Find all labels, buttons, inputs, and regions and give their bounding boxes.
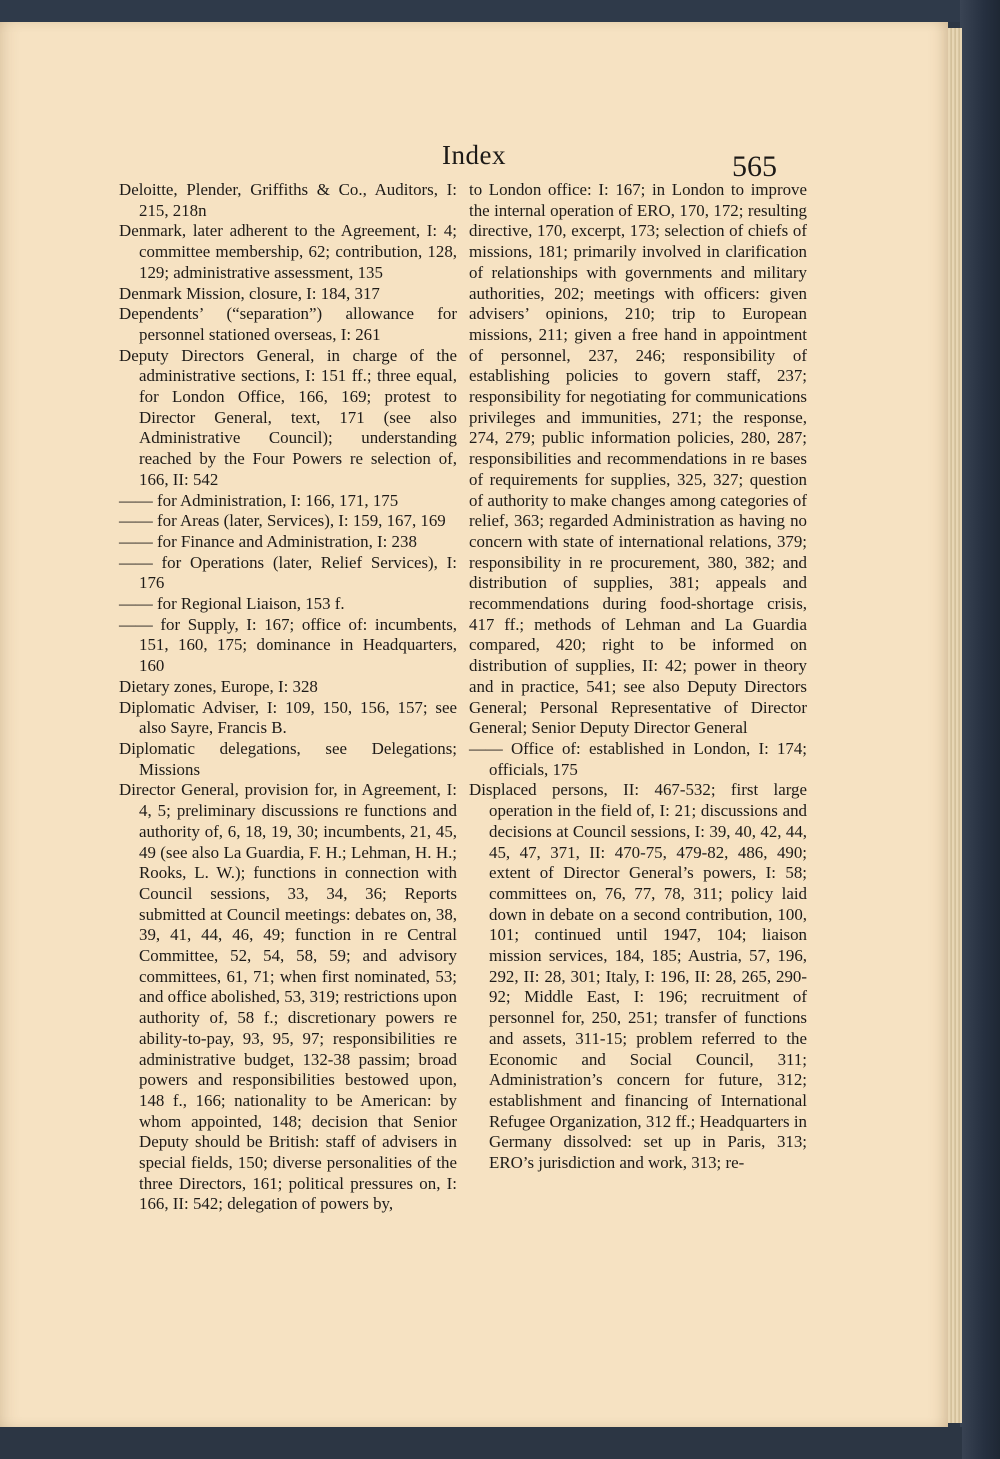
index-entry: Deputy Directors General, in charge of the administrative sections, I: 151 ff.; three equal, for London Office, 166, 169; protest to Director General, text, 171 (see also Administrative Council); understanding reached by the Four Powers re selection of, 166, II: 542: [119, 345, 457, 489]
index-entry: Diplomatic Adviser, I: 109, 150, 156, 157; see also Sayre, Francis B.: [119, 697, 457, 738]
book-cover-bottom: [0, 1427, 962, 1459]
index-entry: Director General, provision for, in Agreement, I: 4, 5; preliminary discussions re functions and authority of, 6, 18, 19, 30; incumbents, 21, 45, 49 (see also La Guardia, F. H.; Lehman, H. H.; Rooks, L. W.); functions in connection with Council sessions, 33, 34, 36; Reports submitted at Council meetings: debates on, 38, 39, 41, 44, 46, 49; function in re Central Committee, 52, 54, 58, 59; and advisory committees, 61, 71; when first nominated, 53; and office abolished, 53, 319; restrictions upon authority of, 58 f.; discretionary powers re ability-to-pay, 93, 95, 97; responsibilities re administrative budget, 132-38 passim; broad powers and responsibilities bestowed upon, 148 f., 166; nationality to be American: by whom appointed, 148; decision that Senior Deputy should be British: staff of advisers in special fields, 150; diverse personalities of the three Directors, 161; political pressures on, I: 166, II: 542; delegation of powers by,: [119, 780, 457, 1214]
index-column-right: [469, 180, 807, 1174]
page-number: 565: [732, 150, 777, 183]
index-subentry: —— for Supply, I: 167; office of: incumbents, 151, 160, 175; dominance in Headquarters, 160: [119, 614, 457, 676]
index-entry: Deloitte, Plender, Griffiths & Co., Auditors, I: 215, 218n: [119, 180, 457, 220]
index-subentry: —— for Administration, I: 166, 171, 175: [119, 490, 399, 510]
index-column-left: [119, 180, 457, 1215]
index-subentry: —— for Areas (later, Services), I: 159, 167, 169: [119, 511, 446, 531]
index-subentry: —— Office of: established in London, I: 174; officials, 175: [469, 738, 807, 779]
index-entry: Dietary zones, Europe, I: 328: [119, 676, 318, 696]
book-page: [0, 22, 948, 1427]
index-entry-continued: to London office: I: 167; in London to improve the internal operation of ERO, 170, 172; resulting directive, 170, excerpt, 173; selection of chiefs of missions, 181; primarily involved in clarification of relationships with governments and military authorities, 202; meetings with officers: given advisers’ opinions, 210; trip to European missions, 211; given a free hand in appointment of personnel, 237, 246; responsibility of establishing policies to govern staff, 237; responsibility for negotiating for communications privileges and immunities, 271; the response, 274, 279; public information policies, 280, 287; responsibilities and recommendations in re bases of requirements for supplies, 325, 327; question of authority to make changes among categories of relief, 363; regarded Administration as having no concern with state of international relations, 379; responsibility in re procurement, 380, 382; and distribution of supplies, 381; appeals and recommendations during food-shortage crisis, 417 ff.; methods of Lehman and La Guardia compared, 420; right to be informed on distribution of supplies, II: 42; power in theory and in practice, 541; see also Deputy Directors General; Personal Representative of Director General; Senior Deputy Director General: [469, 180, 807, 738]
book-cover-right: [960, 0, 1000, 1459]
index-subentry: —— for Operations (later, Relief Services), I: 176: [119, 552, 457, 593]
book-cover-top: [0, 0, 1000, 22]
index-subentry: —— for Finance and Administration, I: 238: [119, 531, 417, 551]
index-entry: Diplomatic delegations, see Delegations; Missions: [119, 738, 457, 779]
index-entry: Dependents’ (“separation”) allowance for personnel stationed overseas, I: 261: [119, 304, 457, 344]
index-entry: Denmark Mission, closure, I: 184, 317: [119, 283, 380, 303]
running-header: Index: [442, 140, 506, 170]
index-subentry: —— for Regional Liaison, 153 f.: [119, 594, 345, 614]
index-entry: Displaced persons, II: 467-532; first large operation in the field of, I: 21; discussions and decisions at Council sessions, I: 39, 40, 42, 44, 45, 47, 371, II: 470-75, 479-82, 486, 490; extent of Director General’s powers, I: 58; committees on, 76, 77, 78, 311; policy laid down in debate on a second contribution, 100, 101; continued until 1947, 104; liaison mission services, 184, 185; Austria, 57, 196, 292, II: 28, 301; Italy, I: 196, II: 28, 265, 290-92; Middle East, I: 196; recruitment of personnel for, 250, 251; transfer of functions and assets, 311-15; problem referred to the Economic and Social Council, 311; Administration’s concern for future, 312; establishment and financing of International Refugee Organization, 312 ff.; Headquarters in Germany dissolved: set up in Paris, 313; ERO’s jurisdiction and work, 313; re-: [469, 780, 807, 1173]
index-entry: Denmark, later adherent to the Agreement, I: 4; committee membership, 62; contribution, 128, 129; administrative assessment, 135: [119, 221, 457, 282]
